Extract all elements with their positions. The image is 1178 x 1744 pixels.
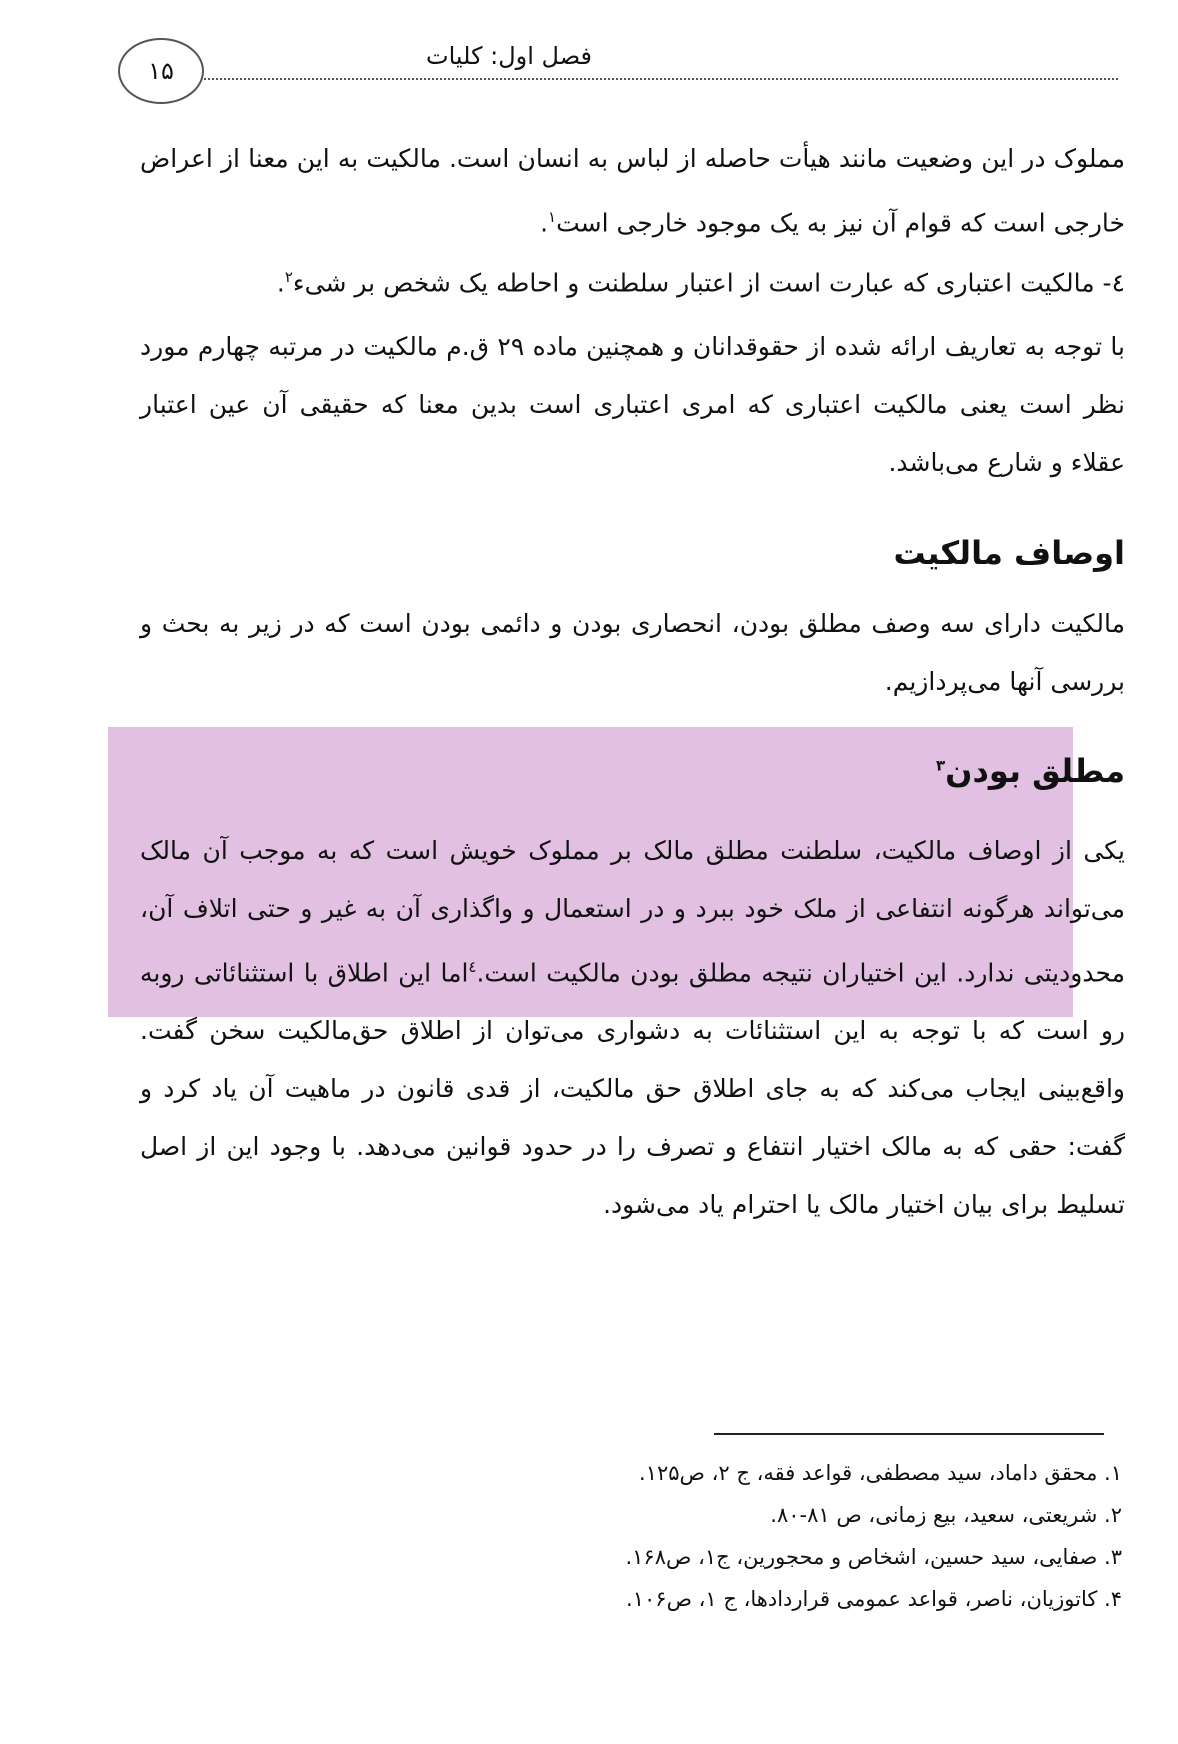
heading-absoluteness [140, 752, 1125, 790]
footnote-4: ۴. کاتوزیان، ناصر، قواعد عمومی قراردادها، ج ۱، ص۱۰۶. [626, 1587, 1122, 1611]
paragraph-5b-text: اما این اطلاق با استثنائاتی روبه رو است که با توجه به این استثنائات به دشواری می‌توان از اطلاق حق‌مالکیت سخن گفت. واقع‌بینی ایجاب می‌کند که به جای اطلاق حق مالکیت، از قدی قانون در ماهیت آن یاد کرد و گفت: حقی که به مالک اختیار انتفاع و تصرف را در حدود قوانین می‌دهد. با وجود این از اصل تسلیط برای بیان اختیار مالک یا احترام یاد می‌شود. [140, 958, 1125, 1220]
header-rule [188, 78, 1118, 80]
footnotes [500, 1452, 1122, 1620]
paragraph-1: مملوک در این وضعیت مانند هیأت حاصله از لباس به انسان است. مالکیت به این معنا از اعراض خارجی است که قوام آن نیز به یک موجود خارجی است$^۱$. [140, 144, 1125, 238]
heading-absoluteness-text: مطلق بودن [945, 752, 1125, 790]
paragraph-2-text: ٤- مالکیت اعتباری که عبارت است از اعتبار سلطنت و احاطه یک شخص بر شیء [292, 268, 1125, 298]
footnote-1: ۱. محقق داماد، سید مصطفی، قواعد فقه، ج ۲، ص۱۲۵. [639, 1461, 1122, 1485]
footnote-ref-4: ٤ [468, 958, 477, 976]
page-header [118, 38, 1118, 100]
heading-ownership-attributes: اوصاف مالکیت [893, 534, 1125, 572]
footnote-ref-1: ۱ [548, 208, 557, 226]
footnote-rule [714, 1433, 1104, 1435]
footnote-2: ۲. شریعتی، سعید، بیع زمانی، ص ۸۱-۸۰. [770, 1503, 1122, 1527]
paragraph-2: ٤- مالکیت اعتباری که عبارت است از اعتبار سلطنت و احاطه یک شخص بر شیء$^۲$. [276, 268, 1125, 298]
chapter-title: فصل اول: کلیات [418, 42, 600, 70]
paragraph-1-text: مملوک در این وضعیت مانند هیأت حاصله از لباس به انسان است. مالکیت به این معنا از اعراض خارجی است که قوام آن نیز به یک موجود خارجی است [140, 144, 1125, 238]
paragraph-5 [140, 822, 1125, 1234]
footnote-ref-2: ۲ [284, 268, 293, 286]
page-number: ۱۵ [118, 38, 204, 104]
footnote-3: ۳. صفایی، سید حسین، اشخاص و محجورین، ج۱، ص۱۶۸. [625, 1545, 1122, 1569]
paragraph-3: با توجه به تعاریف ارائه شده از حقوقدانان و همچنین ماده ۲۹ ق.م مالکیت در مرتبه چهارم مورد نظر است یعنی مالکیت اعتباری که امری اعتباری است بدین معنا که حقیقی آن عین اعتبار عقلاء و شارع می‌باشد. [140, 332, 1125, 477]
paragraph-5a-text: یکی از اوصاف مالکیت، سلطنت مطلق مالک بر مملوک خویش است که به موجب آن مالک می‌تواند هرگونه انتفاعی از ملک خود ببرد و در استعمال و واگذاری آن به غیر و حتی اتلاف آن، محدودیتی ندارد. این اختیاران نتیجه مطلق بودن مالکیت است. [140, 836, 1125, 988]
paragraph-4: مالکیت دارای سه وصف مطلق بودن، انحصاری بودن و دائمی بودن است که در زیر به بحث و بررسی آنها می‌پردازیم. [140, 609, 1125, 696]
footnote-ref-3: ۳ [936, 756, 946, 775]
